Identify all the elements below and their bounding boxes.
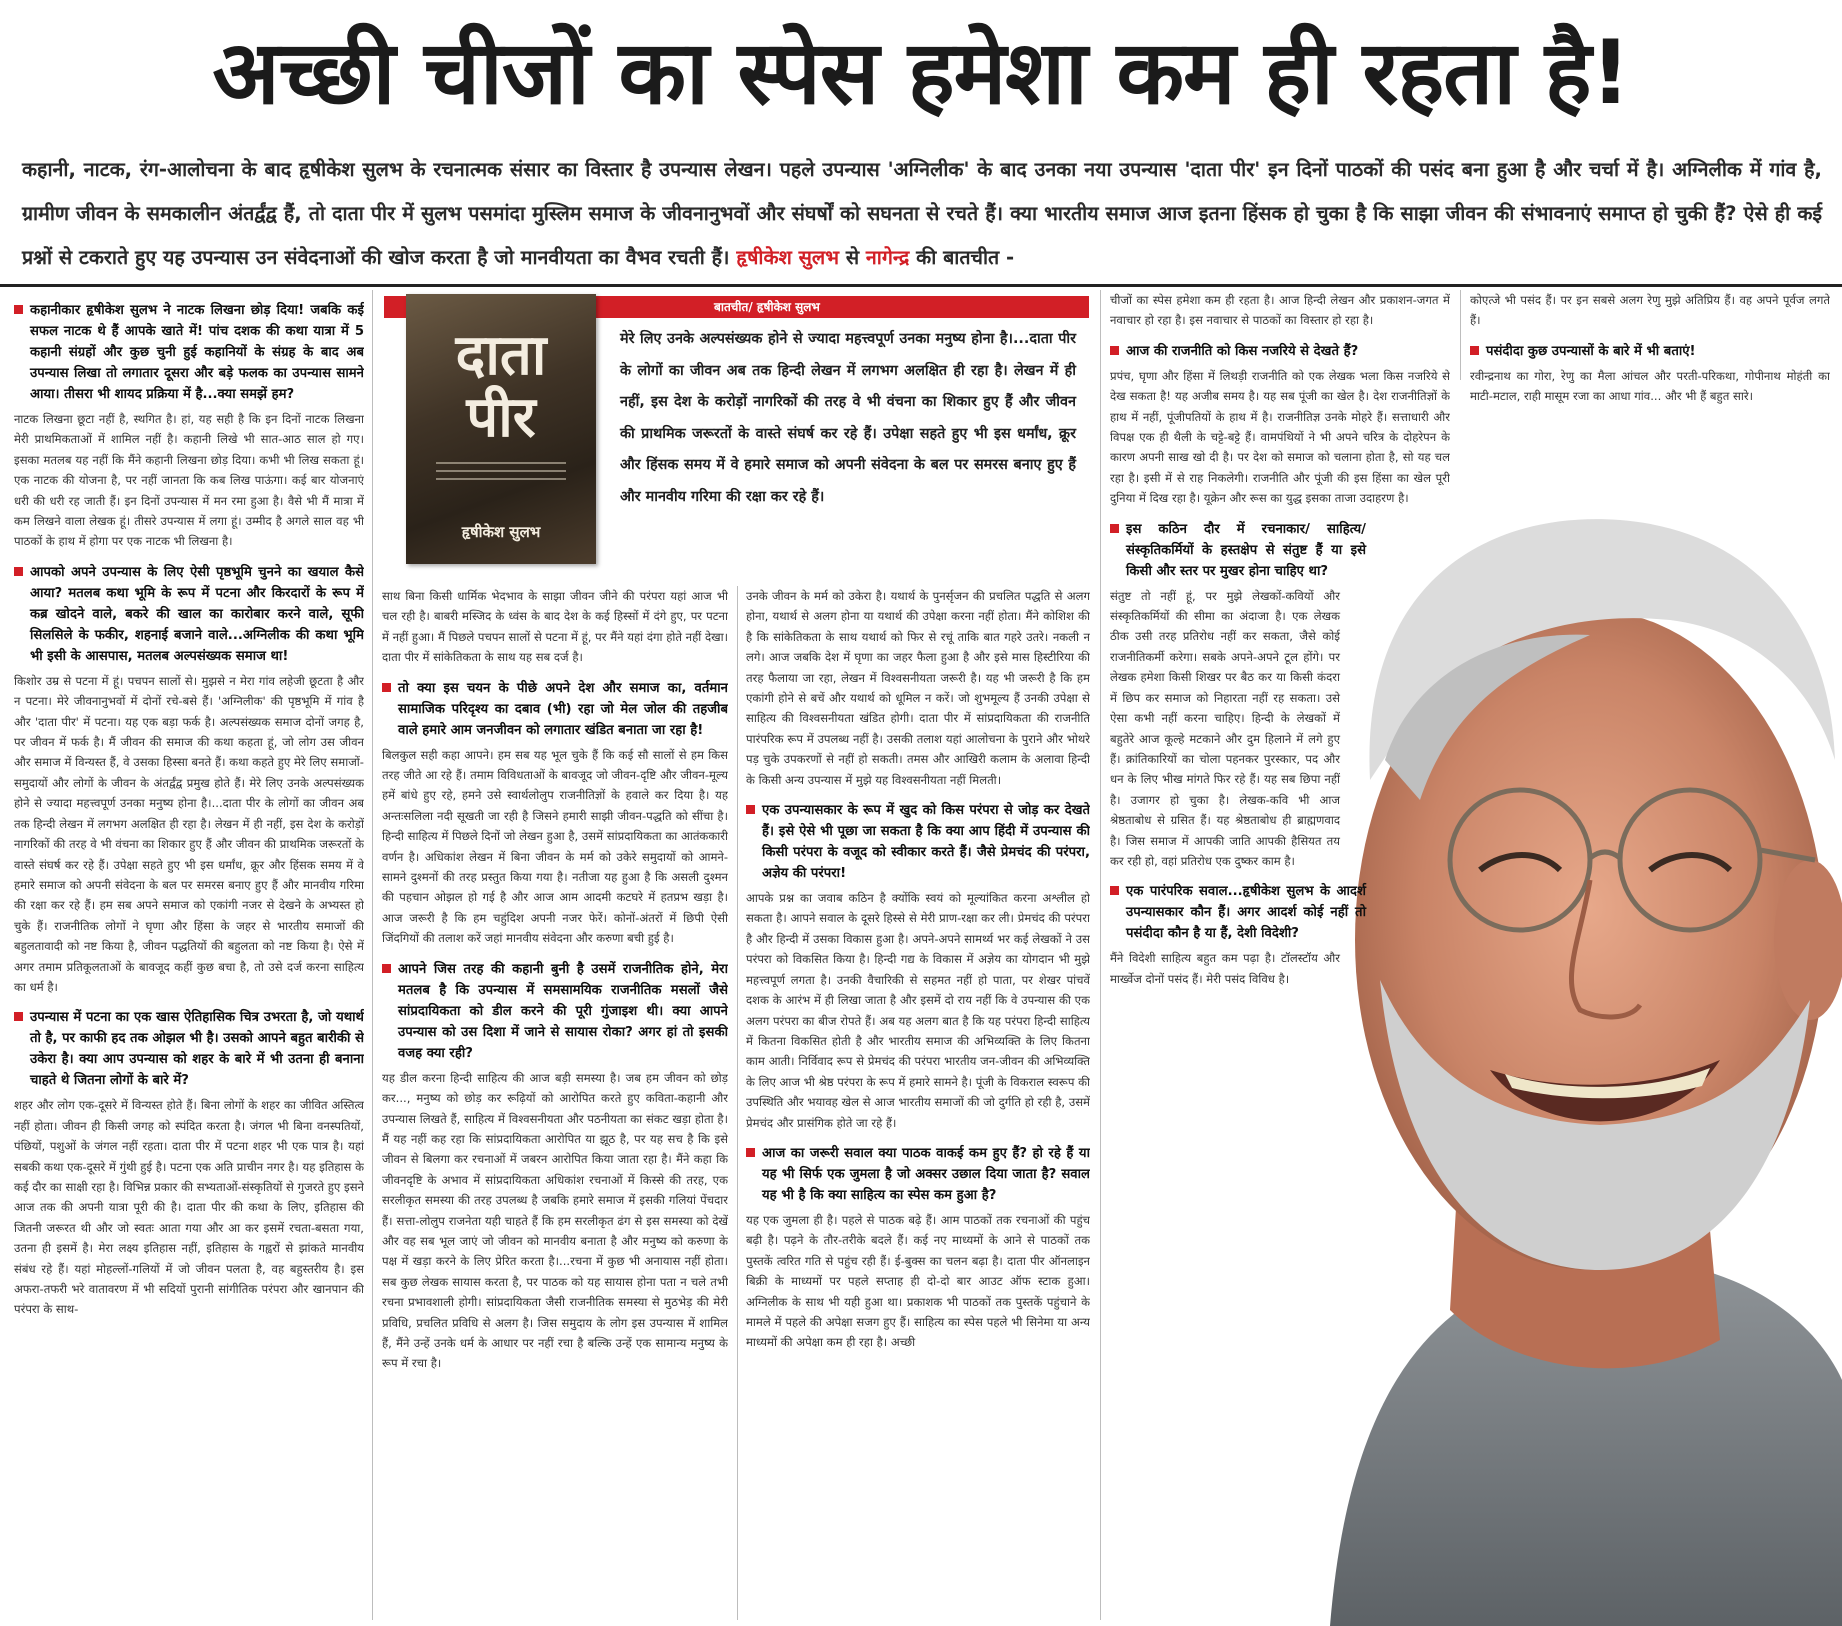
book-cover-lines (436, 462, 566, 492)
column-2 (382, 586, 728, 1620)
answer: बिलकुल सही कहा आपने। हम सब यह भूल चुके हैं कि कई सौ सालों से हम किस तरह जीते आ रहे हैं। तमाम विविधताओं के बावजूद जो जीवन-दृष्टि और जीवन-मूल्य हमें बांधे हुए रहे, हमने उसे स्वार्थलोलुप राजनीतिज्ञों के हवाले कर दिया है। यह अन्तःसलिला नदी सूखती जा रही है जिसने हमारी साझी जीवन-पद्धति को सींचा है। हिन्दी साहित्य में पिछले दिनों जो लेखन हुआ है, उसमें सांप्रदायिकता का आतंककारी वर्णन है। अधिकांश लेखन में बिना जीवन के मर्म को उकेरे समुदायों को आमने-सामने दुश्मनों की तरह प्रस्तुत किया गया है। नतीजा यह हुआ है कि असली दुश्मन की पहचान ओझल हो गई है और आज आम आदमी कटघरे में हतप्रभ खड़ा है। आज जरूरी है कि हम चहुंदिश अपनी नजर फेरें। कोनों-अंतरों में छिपी ऐसी जिंदगियों की तलाश करें जहां मानवीय संवेदना और करुणा बची हुई है। (382, 747, 728, 946)
byline-author: हृषीकेश सुलभ (736, 246, 839, 269)
answer: मैंने विदेशी साहित्य बहुत कम पढ़ा है। टॉलस्टॉय और मार्ख्वेज दोनों पसंद हैं। मेरी पसंद विविध है। (1110, 951, 1340, 986)
question: पसंदीदा कुछ उपन्यासों के बारे में भी बताएं! (1470, 341, 1830, 362)
column-1 (14, 290, 364, 1620)
book-cover (406, 294, 596, 564)
answer: किशोर उम्र से पटना में हूं। पचपन सालों से। मुझसे न मेरा गांव लहेजी छूटता है और न पटना। मेरे जीवनानुभवों में दोनों रचे-बसे हैं। 'अग्निलीक' की पृष्ठभूमि में गांव है और 'दाता पीर' में पटना। यह एक बड़ा फर्क है। अल्पसंख्यक समाज दोनों जगह है, पर जीवन में फर्क है। मैं जीवन की समाज की कथा कहता हूं, जो लोग उस जीवन और समाज में विन्यस्त हैं, वे उसका हिस्सा बनते हैं। कथा कहते हुए मेरे लिए समाजों-समुदायों और लोगों के जीवन के अंतर्द्वंद्व प्रमुख होते हैं। मेरे लिए उनके अल्पसंख्यक होने से ज्यादा महत्त्वपूर्ण उनका मनुष्य होना है।...दाता पीर के लोगों का जीवन अब तक हिन्दी लेखन में लगभग अलक्षित ही रहा है। लेखन में ही नहीं, इस देश के करोड़ों नागरिकों की तरह वे भी वंचना का शिकार हुए हैं और जीवन की प्राथमिक जरूरतों के वास्ते संघर्ष कर रहे हैं। उपेक्षा सहते हुए भी इस धर्मांध, क्रूर और हिंसक समय में वे हमारे समाज को अपनी संवेदना के बल पर समरस बनाए हुए हैं और मानवीय गरिमा की रक्षा कर रहे हैं। हम सब अपने समाज को एकांगी नजर से देखने के अभ्यस्त हो चुके हैं। राजनीतिक लोगों ने घृणा और हिंसा के जहर से भारतीय समाजों की बहुलतावादी को नष्ट किया है, जीवन पद्धतियों की बहुलता को नष्ट किया है। ऐसे में अगर तमाम प्रतिकूलताओं के बावजूद कहीं कुछ बचा है, तो उसे दर्ज करना साहित्य का धर्म है। (14, 673, 364, 994)
intro-text: कहानी, नाटक, रंग-आलोचना के बाद हृषीकेश सुलभ के रचनात्मक संसार का विस्तार है उपन्यास लेखन। पहले उपन्यास 'अग्निलीक' के बाद उनका नया उपन्यास 'दाता पीर' इन दिनों पाठकों की पसंद बना हुआ है और चर्चा में है। अग्निलीक में गांव है, ग्रामीण जीवन के समकालीन अंतर्द्वंद्व हैं, तो दाता पीर में सुलभ पसमांदा मुस्लिम समाज के जीवनानुभवों और संघर्षों को सघनता से रचते हैं। क्या भारतीय समाज आज इतना हिंसक हो चुका है कि साझा जीवन की संभावनाएं समाप्त हो चुकी हैं? ऐसे ही कई प्रश्नों से टकराते हुए यह उपन्यास उन संवेदनाओं की खोज करता है जो मानवीयता का वैभव रचती हैं। (22, 158, 1822, 269)
answer: रवीन्द्रनाथ का गोरा, रेणु का मैला आंचल और परती-परिकथा, गोपीनाथ मोहंती का माटी-मटाल, राही मासूम रजा का आधा गांव... और भी हैं बहुत सारे। (1470, 368, 1830, 404)
column-divider (372, 290, 373, 1620)
answer-continued: कोएत्जे भी पसंद हैं। पर इन सबसे अलग रेणु मुझे अतिप्रिय हैं। वह अपने पूर्वज लगते हैं। (1470, 293, 1830, 328)
feature-box (384, 290, 1089, 576)
book-title: दाता पीर (455, 322, 547, 450)
answer: यह डील करना हिन्दी साहित्य की आज बड़ी समस्या है। जब हम जीवन को छोड़ कर..., मनुष्य को छोड़ कर रूढ़ियों को आरोपित करते हुए कविता-कहानी और उपन्यास लिखते हैं, साहित्य में विश्वसनीयता और पठनीयता का संकट खड़ा होता है। मैं यह नहीं कह रहा कि सांप्रदायिकता आरोपित या झूठ है, पर यह सच है कि इसे जीवन से बिलगा कर रचनाओं में जबरन आरोपित किया जाता रहा है। मैंने कहा कि जीवनदृष्टि के अभाव में सांप्रदायिकता अधिकांश रचनाओं में किस्से की तरह, एक सरलीकृत समस्या की तरह उपलब्ध है जबकि हमारे समाज में इसकी गलियां पेंचदार हैं। सत्ता-लोलुप राजनेता यही चाहते हैं कि हम सरलीकृत ढंग से इस समस्या को देखें और वह सब भूल जाएं जो जीवन को मानवीय बनाता है और मनुष्य को करुणा के पक्ष में खड़ा करने के लिए प्रेरित करता है।...रचना में कुछ भी अनायास नहीं होता। सब कुछ लेखक सायास करता है, पर पाठक को यह सायास होना पता न चले तभी रचना प्रभावशाली होगी। सांप्रदायिकता जैसी राजनीतिक समस्या से मुठभेड़ की मेरी प्रविधि, प्रचलित प्रविधि से अलग है। जिस समुदाय के लोग इस उपन्यास में शामिल हैं, मैंने उन्हें उनके धर्म के आधार पर नहीं रचा है बल्कि उन्हें एक सामान्य मनुष्य के रूप में रचा है। (382, 1070, 728, 1371)
column-divider (1100, 290, 1101, 1620)
answer-continued: उनके जीवन के मर्म को उकेरा है। यथार्थ के पुनर्सृजन की प्रचलित पद्धति से अलग होना, यथार्थ से अलग होना या यथार्थ की उपेक्षा करना नहीं होता। मैंने कोशिश की है कि सांकेतिकता के साथ यथार्थ को फिर से रचूं ताकि बात गहरे उतरे। नकली न लगे। आज जबकि देश में घृणा का जहर फैला हुआ है और इसे मास हिस्टीरिया की तरह फैलाया जा रहा, लेखन में विश्वसनीयता जरूरी है। यह भी जरूरी है कि हम एकांगी होने से बचें और यथार्थ को धूमिल न करें। जो शुभमूल्य हैं उनकी उपेक्षा से साहित्य की विश्वसनीयता खंडित होगी। दाता पीर में सांप्रदायिकता की राजनीति पारंपरिक रूप में उपलब्ध नहीं है। उसकी तलाश यहां आलोचना के पुराने और भोथरे पड़ चुके उपकरणों से नहीं हो सकती। तमस और आखिरी कलाम के अलावा हिन्दी के किसी अन्य उपन्यास में मुझे यह विश्वसनीयता नहीं मिलती। (746, 589, 1090, 787)
question: उपन्यास में पटना का एक खास ऐतिहासिक चित्र उभरता है, जो यथार्थ तो है, पर काफी हद तक ओझल भी है। उसको आपने बहुत बारीकी से उकेरा है। क्या आप उपन्यास को शहर के बारे में भी उतना ही बनाना चाहते थे जितना लोगों के बारे में? (14, 1007, 364, 1091)
byline-mid: से (839, 246, 866, 269)
answer: यह एक जुमला ही है। पहले से पाठक बढ़े हैं। आम पाठकों तक रचनाओं की पहुंच बढ़ी है। पढ़ने के तौर-तरीके बदले हैं। कई नए माध्यमों के आने से पाठकों तक पुस्तकें त्वरित गति से पहुंच रही हैं। ई-बुक्स का चलन बढ़ा है। दाता पीर ऑनलाइन बिक्री के माध्यमों पर पहले सप्ताह ही दो-दो बार आउट ऑफ स्टाक हुआ। अग्निलीक के साथ भी यही हुआ था। प्रकाशक भी पाठकों तक पुस्तकें पहुंचाने के मामले में पहले की अपेक्षा सजग हुए हैं। साहित्य का स्पेस पहले भी सिनेमा या अन्य माध्यमों की अपेक्षा कम ही रहा है। अच्छी (746, 1212, 1090, 1350)
pull-quote: मेरे लिए उनके अल्पसंख्यक होने से ज्यादा महत्त्वपूर्ण उनका मनुष्य होना है।...दाता पीर के लोगों का जीवन अब तक हिन्दी लेखन में लगभग अलक्षित ही रहा है। लेखन में ही नहीं, इस देश के करोड़ों नागरिकों की तरह वे भी वंचना का शिकार हुए हैं और जीवन की प्राथमिक जरूरतों के वास्ते संघर्ष कर रहे हैं। उपेक्षा सहते हुए भी इस धर्मांध, क्रूर और हिंसक समय में वे हमारे समाज को अपनी संवेदना के बल पर समरस बनाए हुए हैं और मानवीय गरिमा की रक्षा कर रहे हैं। (620, 331, 1076, 505)
answer: नाटक लिखना छूटा नहीं है, स्थगित है। हां, यह सही है कि इन दिनों नाटक लिखना मेरी प्राथमिकताओं में शामिल नहीं है। कहानी लिखे भी सात-आठ साल हो गए। इसका मतलब यह नहीं कि मैंने कहानी लिखना छोड़ दिया। कभी भी लिख सकता हूं। एक नाटक की योजना है, पर नहीं जानता कि कब लिख पाऊंगा। कई बार योजनाएं धरी की धरी रह जाती हैं। इन दिनों उपन्यास में मन रमा हुआ है। वैसे भी मैं मात्रा में कम लिखने वाला लेखक हूं। तीसरे उपन्यास में लगा हूं। उम्मीद है अगले साल वह भी पाठकों के हाथ में होगा पर एक नाटक भी लिखना है। (14, 412, 364, 549)
question: एक उपन्यासकार के रूप में खुद को किस परंपरा से जोड़ कर देखते हैं। इसे ऐसे भी पूछा जा सकता है कि क्या आप हिंदी में उपन्यास की किसी परंपरा के वजूद को स्वीकार करते हैं। जैसे प्रेमचंद की परंपरा, अज्ञेय की परंपरा! (746, 800, 1090, 884)
answer-continued: चीजों का स्पेस हमेशा कम ही रहता है। आज हिन्दी लेखन और प्रकाशन-जगत में नवाचार हो रहा है। इस नवाचार से पाठकों का विस्तार हो रहा है। (1110, 293, 1450, 328)
answer: संतुष्ट तो नहीं हूं, पर मुझे लेखकों-कवियों और संस्कृतिकर्मियों की सीमा का अंदाजा है। एक लेखक ठीक उसी तरह प्रतिरोध नहीं कर सकता, जैसे कोई राजनीतिकर्मी करेगा। सबके अपने-अपने टूल होंगे। पर लेखक हमेशा किसी शिखर पर बैठ कर या किसी कंदरा में छिप कर समाज को निहारता नहीं रह सकता। उसे ऐसा कभी नहीं करना चाहिए। हिन्दी के लेखकों में बहुतेरे आज कूल्हे मटकाने और दुम हिलाने में लगे हुए हैं। क्रांतिकारियों का चोला पहनकर पुरस्कार, पद और धन के लिए भीख मांगते फिर रहे हैं। यह सब छिपा नहीं है। उजागर हो चुका है। लेखक-कवि भी आज श्रेष्ठताबोध से ग्रसित हैं। यह श्रेष्ठताबोध ही ब्राह्मणवाद है। जिस समाज में आपकी जाति आपकी हैसियत तय कर रही हो, वहां प्रतिरोध एक दुष्कर काम है। (1110, 588, 1340, 868)
column-5 (1470, 290, 1830, 410)
byline-interviewer: नागेन्द्र (865, 246, 910, 269)
answer: शहर और लोग एक-दूसरे में विन्यस्त होते हैं। बिना लोगों के शहर का जीवित अस्तित्व नहीं होता। जीवन ही किसी जगह को स्पंदित करता है। जंगल भी बिना वनस्पतियों, पंछियों, पशुओं के जंगल नहीं रहता। दाता पीर में पटना शहर भी एक पात्र है। यहां सबकी कथा एक-दूसरे में गुंथी हुई है। पटना एक अति प्राचीन नगर है। यह इतिहास के कई दौर का साक्षी रहा है। विभिन्न प्रकार की सभ्यताओं-संस्कृतियों से गुजरते हुए इसने आज तक की अपनी यात्रा पूरी की है। दाता पीर की कथा के लिए, इतिहास की जितनी जरूरत थी और जो स्वतः आता गया और आ कर इसमें रचता-बसता गया, उतना ही इसमें है। मेरा लक्ष्य इतिहास नहीं, इतिहास के गह्वरों से झांकते मानवीय संबंध रहे हैं। यहां मोहल्लों-गलियों में जो जीवन पलता है, वह बहुस्तरीय है। इस अफरा-तफरी भरे वातावरण में भी सदियों पुरानी सांगीतिक परंपरा और खानपान की परंपरा के साथ- (14, 1098, 364, 1317)
question: कहानीकार हृषीकेश सुलभ ने नाटक लिखना छोड़ दिया! जबकि कई सफल नाटक थे हैं आपके खाते में! पांच दशक की कथा यात्रा में 5 कहानी संग्रहों और कुछ चुनी हुई कहानियों के संग्रह के बाद अब उपन्यास लिखा तो लगातार दूसरा और बड़े फलक का उपन्यास सामने आया। तीसरा भी शायद प्रक्रिया में है...क्या समझें हम? (14, 300, 364, 405)
intro-paragraph (22, 148, 1822, 280)
question: इस कठिन दौर में रचनाकार/ साहित्य/ संस्कृतिकर्मियों के हस्तक्षेप से संतुष्ट हैं या इसे किसी और स्तर पर मुखर होना चाहिए था? (1110, 519, 1366, 582)
question: एक पारंपरिक सवाल...हृषीकेश सुलभ के आदर्श उपन्यासकार कौन हैं। अगर आदर्श कोई नहीं तो पसंदीदा कौन है या हैं, देशी विदेशी? (1110, 881, 1366, 944)
question: तो क्या इस चयन के पीछे अपने देश और समाज का, वर्तमान सामाजिक परिदृश्य का दबाव (भी) रहा जो मेल जोल की तहजीब वाले हमारे आम जनजीवन को लगातार खंडित बनाता जा रहा है! (382, 678, 728, 741)
column-divider (737, 586, 738, 1620)
question: आज की राजनीति को किस नजरिये से देखते हैं? (1110, 341, 1450, 362)
column-3 (746, 586, 1090, 1620)
answer-continued: साथ बिना किसी धार्मिक भेदभाव के साझा जीवन जीने की परंपरा यहां आज भी चल रही है। बाबरी मस्जिद के ध्वंस के बाद देश के कई हिस्सों में दंगे हुए, पर पटना में नहीं हुआ। मैं पिछले पचपन सालों से पटना में हूं, पर मैंने यहां दंगा होते नहीं देखा। दाता पीर में सांकेतिकता के साथ यह सब दर्ज है। (382, 589, 728, 665)
intro-divider (0, 284, 1842, 287)
answer: प्रपंच, घृणा और हिंसा में लिथड़ी राजनीति को एक लेखक भला किस नजरिये से देख सकता है! यह अजीब समय है। यह सब पूंजी का खेल है। देश राजनीतिज्ञों के हाथ में नहीं, पूंजीपतियों के हाथ में है। राजनीतिज्ञ उनके मोहरे हैं। सत्ताधारी और विपक्ष एक ही थैली के चट्टे-बट्टे हैं। वामपंथियों ने भी अपने चरित्र के दोहरेपन के कारण अपनी साख खो दी है। पर देश को समाज को चलाना होता है, सो यह चल रहा है। इसी में से राह निकलेगी। राजनीति और पूंजी की इस हिंसा का खेल पूरी दुनिया में दिख रहा है। यूक्रेन और रूस का युद्ध इसका ताजा उदाहरण है। (1110, 368, 1450, 506)
column-divider (1460, 290, 1461, 380)
question: आपको अपने उपन्यास के लिए ऐसी पृष्ठभूमि चुनने का खयाल कैसे आया? मतलब कथा भूमि के रूप में पटना और किरदारों के रूप में कब्र खोदने वाले, बकरे की खाल का कारोबार करने वाले, सूफी सिलसिले के फकीर, शहनाई बजाने वाले...अग्निलीक की कथा भूमि भी इसी के आसपास, मतलब अल्पसंख्यक समाज था! (14, 562, 364, 667)
book-author: हृषीकेश सुलभ (461, 523, 541, 541)
column-4 (1110, 290, 1450, 1230)
question: आज का जरूरी सवाल क्या पाठक वाकई कम हुए हैं? हो रहे हैं या यह भी सिर्फ एक जुमला है जो अक्सर उछाल दिया जाता है? सवाल यह भी है कि क्या साहित्य का स्पेस कम हुआ है? (746, 1143, 1090, 1206)
headline: अच्छी चीजों का स्पेस हमेशा कम ही रहता है! (212, 21, 1630, 124)
byline-end: की बातचीत - (909, 246, 1015, 269)
answer: आपके प्रश्न का जवाब कठिन है क्योंकि स्वयं को मूल्यांकित करना अश्लील हो सकता है। आपने सवाल के दूसरे हिस्से से मेरी प्राण-रक्षा कर ली। प्रेमचंद की परंपरा है और हिन्दी में उसका विकास हुआ है। अपने-अपने सामर्थ्य भर कई लेखकों ने उस परंपरा को विकसित किया है। हिन्दी गद्य के विकास में अज्ञेय का योगदान भी मुझे महत्त्वपूर्ण लगता है। उनकी वैचारिकी से सहमत नहीं हो पाता, पर शेखर पांचवें दशक के आरंभ में ही लिखा जाता है और इसमें दो राय नहीं कि वे उपन्यास की एक अलग परंपरा का बीज रोपते हैं। अब यह अलग बात है कि यह परंपरा हिन्दी साहित्य में कितना विकसित होती है और भारतीय समाज की अभिव्यक्ति के लिए कितना काम आती। निर्विवाद रूप से प्रेमचंद की परंपरा भारतीय जन-जीवन की अभिव्यक्ति के लिए आज भी श्रेष्ठ परंपरा के रूप में हमारे सामने है। पूंजी के विकराल स्वरूप की उपस्थिति और भयावह खेल से आज भारतीय समाजों की जो दुर्गति हो रही है, उसमें प्रेमचंद और प्रासंगिक होते जा रहे हैं। (746, 891, 1090, 1130)
question: आपने जिस तरह की कहानी बुनी है उसमें राजनीतिक होने, मेरा मतलब है कि उपन्यास में समसामयिक राजनीतिक मसलों जैसे सांप्रदायिकता को डील करने की पूरी गुंजाइश थी। क्या आपने उपन्यास को उस दिशा में जाने से सायास रोका? अगर हां तो इसकी वजह क्या रही? (382, 959, 728, 1064)
feature-tag: बातचीत/ हृषीकेश सुलभ (714, 300, 820, 314)
